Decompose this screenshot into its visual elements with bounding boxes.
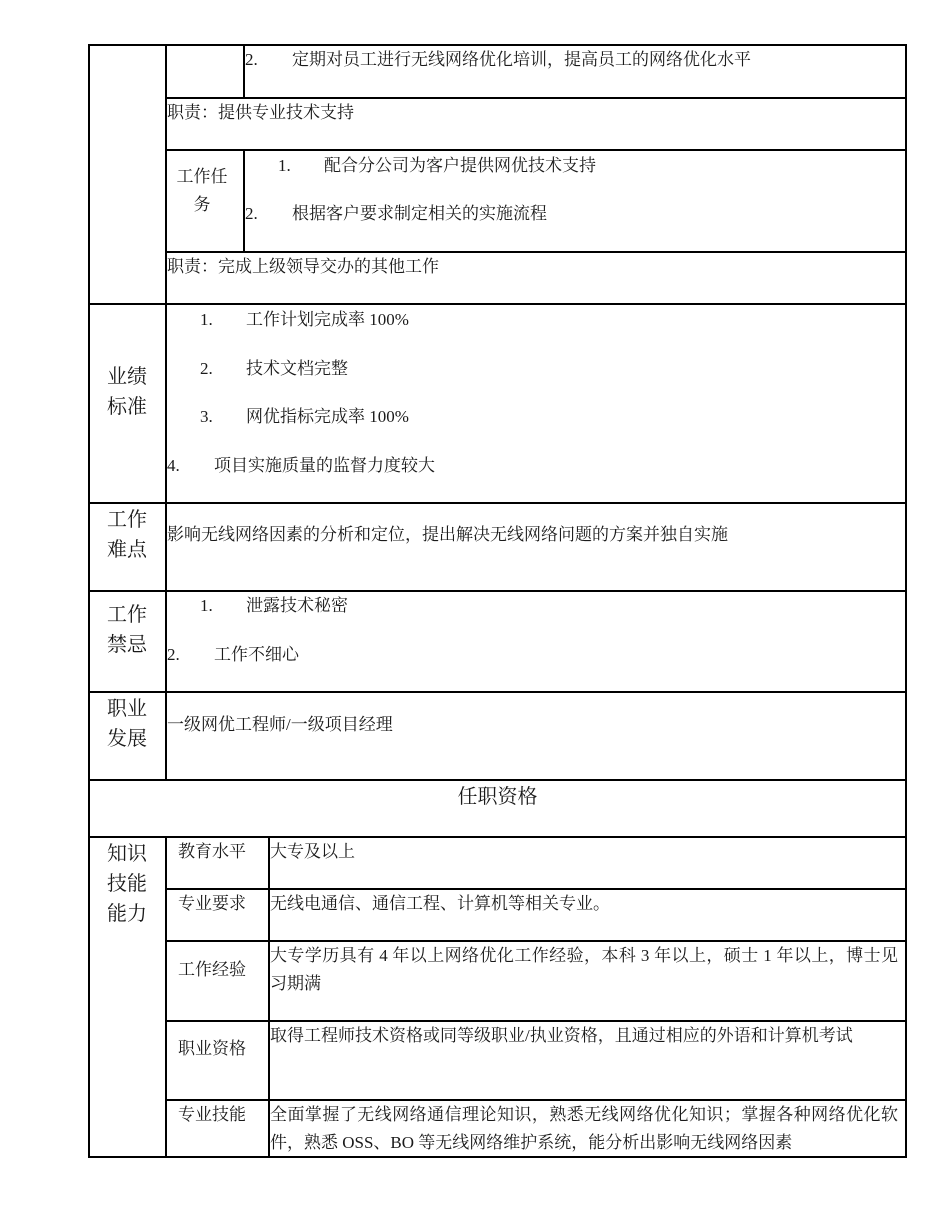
qualification-row-label: 工作经验 — [178, 960, 246, 979]
career-label: 职业发展 — [107, 698, 147, 750]
difficulty-text: 影响无线网络因素的分析和定位，提出解决无线网络问题的方案并独自实施 — [167, 525, 728, 544]
table-border — [88, 502, 907, 504]
table-border — [88, 590, 907, 592]
duty2-task-2-text: 根据客户要求制定相关的实施流程 — [292, 204, 547, 223]
qualification-row-label: 专业技能 — [178, 1105, 246, 1124]
performance-item-4-text: 项目实施质量的监督力度较大 — [214, 456, 435, 475]
duty1-task-2-number: 2. — [245, 50, 258, 69]
table-border — [88, 44, 90, 1157]
qualification-row-value: 无线电通信、通信工程、计算机等相关专业。 — [270, 894, 610, 913]
table-border — [88, 779, 907, 781]
performance-item-3-text: 网优指标完成率 100% — [246, 407, 409, 426]
duty2-label: 职责：提供专业技术支持 — [167, 103, 354, 122]
qualification-row-value: 全面掌握了无线网络通信理论知识，熟悉无线网络优化知识；掌握各种网络优化软件，熟悉 OSS、BO 等无线网络维护系统，能分析出影响无线网络因素 — [270, 1105, 898, 1152]
table-border — [88, 44, 907, 46]
duty2-task-2-number: 2. — [245, 204, 258, 223]
duty3-label: 职责：完成上级领导交办的其他工作 — [167, 257, 439, 276]
qualification-row-value: 大专学历具有 4 年以上网络优化工作经验，本科 3 年以上，硕士 1 年以上，博士见习期满 — [270, 946, 898, 993]
performance-item-3-number: 3. — [200, 407, 213, 426]
performance-item-1-number: 1. — [200, 310, 213, 329]
qualification-group-label: 知识技能能力 — [107, 843, 147, 925]
qualification-row-label: 教育水平 — [178, 842, 246, 861]
performance-item-2-text: 技术文档完整 — [246, 359, 348, 378]
table-border — [165, 251, 907, 253]
performance-item-2-number: 2. — [200, 359, 213, 378]
performance-label: 业绩标准 — [107, 366, 147, 418]
performance-item-4-number: 4. — [167, 456, 180, 475]
taboo-label: 工作禁忌 — [107, 604, 147, 656]
qualification-row-label: 专业要求 — [178, 894, 246, 913]
difficulty-label: 工作难点 — [107, 509, 147, 561]
qualification-row-value: 大专及以上 — [270, 842, 355, 861]
qualification-title: 任职资格 — [457, 786, 538, 808]
career-text: 一级网优工程师/一级项目经理 — [167, 715, 393, 734]
duty1-task-2-text: 定期对员工进行无线网络优化培训，提高员工的网络优化水平 — [292, 50, 751, 69]
table-border — [165, 888, 907, 890]
qualification-row-label: 职业资格 — [178, 1039, 246, 1058]
qualification-row-value: 取得工程师技术资格或同等级职业/执业资格，且通过相应的外语和计算机考试 — [270, 1026, 853, 1045]
table-border — [165, 44, 167, 780]
taboo-item-1-text: 泄露技术秘密 — [246, 596, 348, 615]
taboo-item-1-number: 1. — [200, 596, 213, 615]
table-border — [243, 149, 245, 251]
table-border — [88, 836, 907, 838]
duty2-task-label: 工作任务 — [176, 167, 228, 214]
duty2-task-1-number: 1. — [278, 156, 291, 175]
performance-item-1-text: 工作计划完成率 100% — [246, 310, 409, 329]
table-border — [88, 691, 907, 693]
duty2-task-1-text: 配合分公司为客户提供网优技术支持 — [324, 156, 596, 175]
table-border — [165, 836, 167, 1157]
table-border — [165, 149, 907, 151]
taboo-item-2-number: 2. — [167, 645, 180, 664]
table-border — [905, 44, 907, 1157]
table-border — [88, 303, 907, 305]
taboo-item-2-text: 工作不细心 — [214, 645, 299, 664]
table-border — [165, 97, 907, 99]
